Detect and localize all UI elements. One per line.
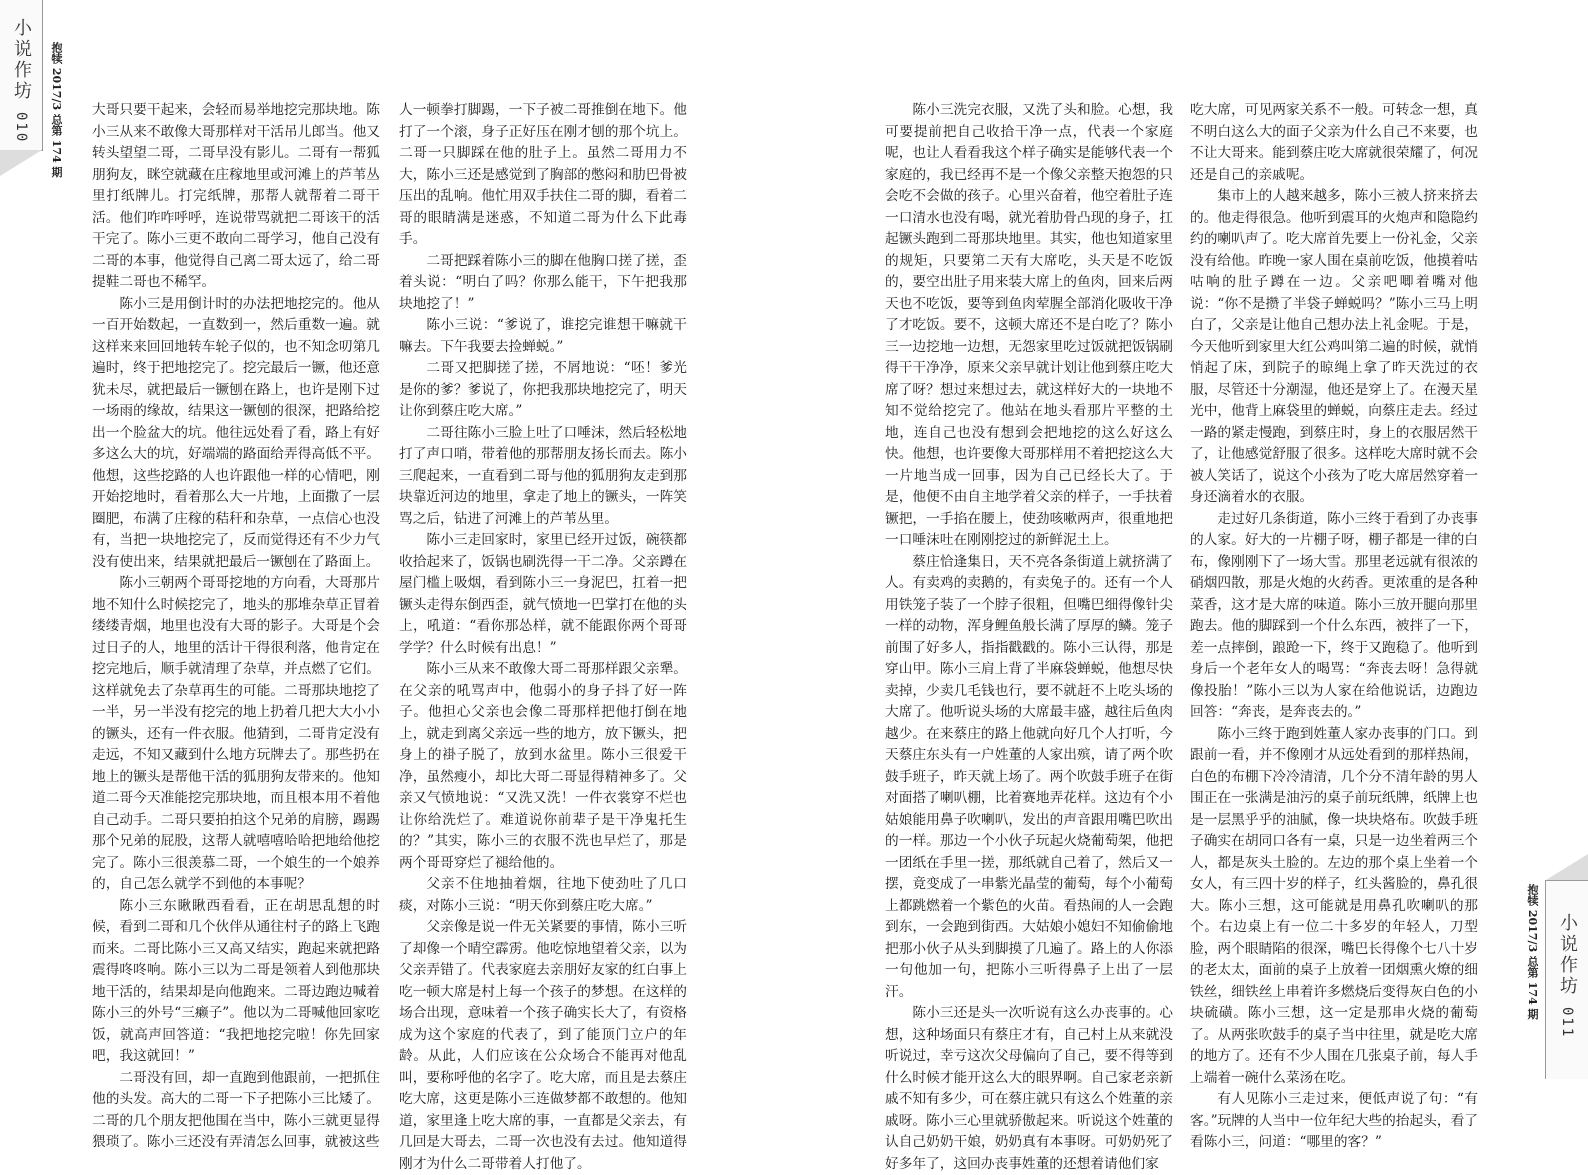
left-section-title: 小说作坊: [11, 18, 32, 102]
paragraph: 人一顿拳打脚踢，一下子被二哥推倒在地下。他打了一个滚，身子正好压在刚才刨的那个坑上。二哥一只脚踩在他的肚子上。虽然二哥用力不大，陈小三还是感觉到了胸部的憋闷和肋巴骨被压出的乱响。他忙用双手扶住二哥的脚，看着二哥的眼睛满是迷惑，不知道二哥为什么下此毒手。: [399, 102, 687, 247]
paragraph: 大哥只要干起来，会轻而易举地挖完那块地。陈小三从来不敢像大哥那样对干活吊儿郎当。他又转头望望二哥，二哥早没有影儿。二哥有一帮狐朋狗友，眯空就藏在庄稼地里或河滩上的芦苇丛里打纸牌儿。打完纸牌，那帮人就帮着二哥干活。他们咋咋呼呼，连说带骂就把二哥该干的活干完了。陈小三更不敢向二哥学习，他自己没有二哥的本事，他觉得自己离二哥太远了，给二哥提鞋二哥也不稀罕。: [92, 102, 380, 290]
right-issue-info: 抱犊 2017/3 总第 174 期: [1526, 884, 1539, 1020]
paragraph: 陈小三还是头一次听说有这么办丧事的。心想，这种场面只有蔡庄才有，自己村上从来就没听说过，幸亏这次父母偏向了自己，要不得等到什么时候才能开这么大的眼界啊。自己家老亲新戚不知有多少，可在蔡庄就只有这么个姓董的亲戚呀。陈小三心里就骄傲起来。听说这个姓董的认自己奶奶干娘，奶奶真有本事呀。可奶奶死了好多年了，这回办丧事姓董的还想着请他们家: [885, 1005, 1173, 1172]
paragraph: 陈小三终于跑到姓董人家办丧事的门口。到跟前一看，并不像刚才从远处看到的那样热闹，白色的布棚下冷冷清清，几个分不清年龄的男人围正在一张满是油污的桌子前玩纸牌，纸牌上也是一层黑乎乎的油腻，像一块块烙布。吹鼓手班子确实在胡同口各有一桌，只是一边坐着两三个人，都是灰头土脸的。左边的那个桌上坐着一个女人，有三四十岁的样子，红头酱脸的，鼻孔很大。陈小三想，这可能就是用鼻孔吹喇叭的那个。右边桌上有一位二十多岁的年轻人，刀型脸，两个眼睛陷的很深，嘴巴长得像个七八十岁的老太太，面前的桌子上放着一团烟熏火燎的细铁丝，细铁丝上串着许多燃烧后变得灰白色的小块硫磺。陈小三想，这一定是那串火烧的葡萄了。从两张吹鼓手的桌子当中往里，就是吃大席的地方了。还有不少人围在几张桌子前，每人手上端着一碗什么菜汤在吃。: [1190, 725, 1478, 1086]
paragraph: 陈小三洗完衣服，又洗了头和脸。心想，我可要提前把自己收拾干净一点，代表一个家庭呢，也让人看看我这个样子确实是能够代表一个家庭的，我已经再不是一个像父亲整天抱怨的只会吃不会做的孩子。心里兴奋着，他空着肚子连一口清水也没有喝，就光着肋骨凸现的身子，扛起镢头跑到二哥那块地里。其实，他也知道家里的规矩，只要第二天有大席吃，头天是不吃饭的，要空出肚子用来装大席上的鱼肉，回来后两天也不吃饭，要等到鱼肉荤腥全部消化吸收干净了才吃饭。要不，这顿大席还不是白吃了？陈小三一边挖地一边想，无怨家里吃过饭就把饭锅刷得干干净净，原来父亲早就计划让他到蔡庄吃大席了呀？想过来想过去，就这样好大的一块地不知不觉给挖完了。他站在地头看那片平整的土地，连自己也没有想到会把地挖的这么好这么快。他想，也许要像大哥那样用不着把挖这么大一片地当成一回事，因为自己已经长大了。于是，他便不由自主地学着父亲的样子，一手扶着镢把，一手掐在腰上，使劲咳嗽两声，很重地把一口唾沫吐在刚刚挖过的新鲜泥土上。: [885, 102, 1173, 548]
paragraph: 二哥往陈小三脸上吐了口唾沫，然后轻松地打了声口哨，带着他的那帮朋友扬长而去。陈小三爬起来，一直看到二哥与他的狐朋狗友走到那块靠近河边的地里，拿走了地上的镢头，一阵笑骂之后，钻进了河滩上的芦苇丛里。: [399, 424, 687, 527]
paragraph: 陈小三朝两个哥哥挖地的方向看，大哥那片地不知什么时候挖完了，地头的那堆杂草正冒着缕缕青烟，地里也没有大哥的影子。大哥是个会过日子的人，地里的活计干得很利落，他肯定在挖完地后，顺手就清理了杂草，并点燃了它们。这样就免去了杂草再生的可能。二哥那块地挖了一半，另一半没有挖完的地上扔着几把大大小小的镢头，还有一件衣服。他猜到，二哥肯定没有走远，不知又藏到什么地方玩牌去了。那些扔在地上的镢头是帮他干活的狐朋狗友带来的。他知道二哥今天准能挖完那块地，而且根本用不着他自己动手。二哥只要拍拍这个兄弟的肩膀，踢踢那个兄弟的屁股，这帮人就嘻嘻哈哈把地给他挖完了。陈小三很羡慕二哥，一个娘生的一个娘养的，自己怎么就学不到他的本事呢？: [92, 575, 380, 892]
paragraph: 二哥没有回，却一直跑到他跟前，一把抓住他的头发。高大的二哥一下子把陈小三比矮了。二哥的几个朋友把他围在当中，陈小三就更显得猥琐了。陈小三还没有弄清怎么回事，就被这些: [92, 1069, 380, 1150]
paragraph: 吃大席，可见两家关系不一般。可转念一想，真不明白这么大的面子父亲为什么自己不来要，也不让大哥来。能到蔡庄吃大席就很荣耀了，何况还是自己的亲戚呢。: [1190, 102, 1478, 183]
paragraph: 父亲不住地抽着烟，往地下使劲吐了几口痰，对陈小三说：“明天你到蔡庄吃大席。”: [399, 876, 687, 914]
text-column-3: [885, 100, 1173, 1175]
left-issue-info: 抱犊 2017/3 总第 174 期: [50, 42, 63, 178]
paragraph: 陈小三走回家时，家里已经开过饭，碗筷都收拾起来了，饭锅也刷洗得一干二净。父亲蹲在屋门槛上吸烟，看到陈小三一身泥巴，扛着一把镢头走得东倒西歪，就气愤地一巴掌打在他的头上，吼道：“看你那怂样，就不能跟你两个哥哥学学？什么时候有出息！”: [399, 532, 687, 656]
text-column-1: [92, 100, 380, 1154]
left-tab-fold: [0, 150, 42, 176]
paragraph: 陈小三说：“爹说了，谁挖完谁想干嘛就干嘛去。下午我要去捡蝉蜕。”: [399, 317, 687, 355]
paragraph: 走过好几条街道，陈小三终于看到了办丧事的人家。好大的一片棚子呀，棚子都是一律的白布，像刚刚下了一场大雪。那里老远就有很浓的硝烟四散，那是火炮的火药香。更浓重的是各种菜香，这才是大席的味道。陈小三放开腿向那里跑去。他的脚踩到一个什么东西，被拌了一下，差一点摔倒，踉跄一下，终于又跑稳了。他听到身后一个老年女人的喝骂：“奔丧去呀！急得就像投胎！”陈小三以为人家在给他说话，边跑边回答：“奔丧，是奔丧去的。”: [1190, 510, 1478, 720]
right-section-tab: [1545, 880, 1588, 1079]
right-tab-fold: [1546, 854, 1588, 880]
paragraph: 陈小三是用倒计时的办法把地挖完的。他从一百开始数起，一直数到一，然后重数一遍。就这样来来回回地转车轮子似的，也不知念叨第几遍时，终于把地挖完了。挖完最后一镢，他还意犹未尽，就把最后一镢刨在路上，也许是刚下过一场雨的缘故，结果这一镢刨的很深，把路给挖出一个脸盆大的坑。他往远处看了看，路上有好多这么大的坑，好端端的路面给弄得高低不平。他想，这些挖路的人也许跟他一样的心情吧，刚开始挖地时，看着那么大一片地，上面撒了一层圈肥，布满了庄稼的秸秆和杂草，一点信心也没有，当把一块地挖完了，反而觉得还有不少力气没有使出来，结果就把最后一镢刨在了路面上。: [92, 295, 380, 570]
right-page-number: 011: [1559, 1007, 1575, 1039]
paragraph: 二哥把踩着陈小三的脚在他胸口搓了搓，歪着头说：“明白了吗？你那么能干，下午把我那块地挖了！”: [399, 252, 687, 312]
left-section-tab: [0, 0, 43, 151]
text-column-4: [1190, 100, 1478, 1154]
paragraph: 父亲像是说一件无关紧要的事情，陈小三听了却像一个晴空霹雳。他吃惊地望着父亲，以为父亲弄错了。代表家庭去亲朋好友家的红白事上吃一顿大席是村上每一个孩子的梦想。在这样的场合出现，意味着一个孩子确实长大了，有资格成为这个家庭的代表了，到了能顶门立户的年龄。从此，人们应该在公众场合不能再对他乱叫，要称呼他的名字了。吃大席，而且是去蔡庄吃大席，这更是陈小三连做梦都不敢想的。他知道，家里逢上吃大席的事，一直都是父亲去，有几回是大哥去，二哥一次也没有去过。他知道得刚才为什么二哥带着人打他了。: [399, 919, 687, 1172]
paragraph: 陈小三从来不敢像大哥二哥那样跟父亲犟。在父亲的吼骂声中，他弱小的身子抖了好一阵子。他担心父亲也会像二哥那样把他打倒在地上，就走到离父亲远一些的地方，放下镢头，把身上的褂子脱了，放到水盆里。陈小三很爱干净，虽然瘦小，却比大哥二哥显得精神多了。父亲又气愤地说：“又洗又洗！一件衣裳穿不烂也让你给洗烂了。难道说你前辈子是干净鬼托生的？”其实，陈小三的衣服不洗也早烂了，那是两个哥哥穿烂了褪给他的。: [399, 661, 687, 871]
paragraph: 有人见陈小三走过来，便低声说了句：“有客。”玩牌的人当中一位年纪大些的抬起头，看了看陈小三，问道：“哪里的客？”: [1190, 1091, 1478, 1150]
left-page-number: 010: [13, 112, 29, 144]
text-column-2: [399, 100, 687, 1175]
paragraph: 集市上的人越来越多，陈小三被人挤来挤去的。他走得很急。他听到震耳的火炮声和隐隐约约的喇叭声了。吃大席首先要上一份礼金，父亲没有给他。昨晚一家人围在桌前吃饭，他摸着咕咕响的肚子蹲在一边。父亲吧唧着嘴对他说：“你不是攒了半袋子蝉蜕吗？”陈小三马上明白了，父亲是让他自己想办法上礼金呢。于是，今天他听到家里大红公鸡叫第二遍的时候，就悄悄起了床，到院子的晾绳上拿了昨天洗过的衣服，尽管还十分潮湿，他还是穿上了。在漫天星光中，他背上麻袋里的蝉蜕，向蔡庄走去。经过一路的紧走慢跑，到蔡庄时，身上的衣服居然干了，让他感觉舒服了很多。这样吃大席时就不会被人笑话了，说这个小孩为了吃大席居然穿着一身还滴着水的衣服。: [1190, 188, 1478, 505]
right-section-title: 小说作坊: [1557, 913, 1578, 997]
paragraph: 蔡庄恰逢集日，天不亮各条街道上就挤满了人。有卖鸡的卖鹅的，有卖兔子的。还有一个人用铁笼子装了一个脖子很粗，但嘴巴细得像针尖一样的动物，浑身鲤鱼般长满了厚厚的鳞。笼子前围了好多人，指指戳戳的。陈小三认得，那是穿山甲。陈小三肩上背了半麻袋蝉蜕，他想尽快卖掉，少卖几毛钱也行，要不就赶不上吃头场的大席了。他听说头场的大席最丰盛，越往后鱼肉越少。在来蔡庄的路上他就向好几个人打听，今天蔡庄东头有一户姓董的人家出殡，请了两个吹鼓手班子，昨天就上场了。两个吹鼓手班子在街对面搭了喇叭棚，比着赛地弄花样。这边有个小姑娘能用鼻子吹喇叭，发出的声音跟用嘴巴吹出的一样。那边一个小伙子玩起火烧葡萄架，他把一团纸在手里一搓，那纸就自己着了，然后又一摆，竟变成了一串紫光晶莹的葡萄，每个小葡萄上都跳燃着一个紫色的火苗。看热闹的人一会跑到东，一会跑到街西。大姑娘小媳妇不知偷偷地把那小伙子从头到脚摸了几遍了。路上的人你添一句他加一句，把陈小三听得鼻子上出了一层汗。: [885, 553, 1173, 1000]
paragraph: 陈小三东瞅瞅西看看，正在胡思乱想的时候，看到二哥和几个伙伴从通往村子的路上飞跑而来。二哥比陈小三又高又结实，跑起来就把路震得咚咚响。陈小三以为二哥是领着人到他那块地干活的，结果却是向他跑来。二哥边跑边喊着陈小三的外号“三癞子”。他以为二哥喊他回家吃饭，就高声回答道：“我把地挖完啦！你先回家吧，我这就回！”: [92, 897, 380, 1064]
paragraph: 二哥又把脚搓了搓，不屑地说：“呸！爹光是你的爹？爹说了，你把我那块地挖完了，明天让你到蔡庄吃大席。”: [399, 360, 687, 419]
